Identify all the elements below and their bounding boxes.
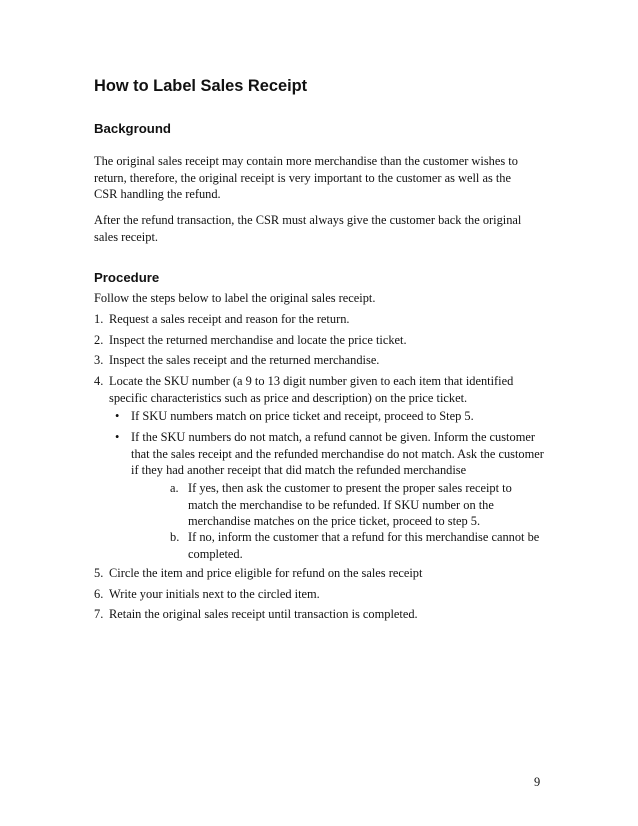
background-heading: Background	[94, 121, 171, 136]
step-3	[94, 352, 544, 369]
step-text: Circle the item and price eligible for refund on the sales receipt	[109, 566, 423, 580]
step-number: 4.	[94, 374, 104, 388]
background-paragraph-2: After the refund transaction, the CSR must always give the customer back the original sales receipt.	[94, 213, 522, 244]
step-text: Locate the SKU number (a 9 to 13 digit number given to each item that identified specific characteristics such as price and description) on the price ticket.	[109, 374, 514, 405]
substep-text: If yes, then ask the customer to present the proper sales receipt to match the merchandise to be refunded. If SKU number on the merchandise matches on the price ticket, proceed to step 5.	[188, 481, 512, 528]
step-number: 3.	[94, 353, 104, 367]
background-paragraph-1: The original sales receipt may contain more merchandise than the customer wishes to return, therefore, the original receipt is very important to the customer as well as the CSR handling the refund.	[94, 154, 518, 201]
substep-letter: a.	[170, 481, 179, 495]
step-text: Retain the original sales receipt until transaction is completed.	[109, 607, 418, 621]
step-text: Inspect the returned merchandise and locate the price ticket.	[109, 333, 407, 347]
bullet-text: If SKU numbers match on price ticket and receipt, proceed to Step 5.	[131, 409, 474, 423]
substep-letter: b.	[170, 530, 180, 544]
step-text: Inspect the sales receipt and the returned merchandise.	[109, 353, 380, 367]
bullet-item-2	[115, 429, 547, 479]
substep-b	[170, 529, 548, 562]
step-text: Request a sales receipt and reason for the return.	[109, 312, 350, 326]
step-5	[94, 565, 544, 582]
step-number: 2.	[94, 333, 104, 347]
step-7	[94, 606, 544, 623]
step-6	[94, 586, 544, 603]
bullet-text: If the SKU numbers do not match, a refund cannot be given. Inform the customer that the sales receipt and the refunded merchandise do not match. Ask the customer if they had another receipt that did match the refunded merchandise	[131, 430, 544, 477]
procedure-intro: Follow the steps below to label the original sales receipt.	[94, 291, 376, 305]
step-2	[94, 332, 544, 349]
substep-a	[170, 480, 542, 530]
step-1	[94, 311, 544, 328]
bullet-glyph: •	[115, 409, 120, 423]
substep-text: If no, inform the customer that a refund for this merchandise cannot be completed.	[188, 530, 540, 561]
procedure-heading: Procedure	[94, 270, 160, 285]
step-text: Write your initials next to the circled item.	[109, 587, 320, 601]
step-4	[94, 373, 544, 406]
page-number: 9	[534, 775, 541, 789]
bullet-glyph: •	[115, 430, 120, 444]
step-number: 6.	[94, 587, 104, 601]
page-title: How to Label Sales Receipt	[94, 77, 308, 95]
step-number: 5.	[94, 566, 104, 580]
step-number: 1.	[94, 312, 104, 326]
bullet-item-1	[115, 408, 545, 425]
step-number: 7.	[94, 607, 104, 621]
